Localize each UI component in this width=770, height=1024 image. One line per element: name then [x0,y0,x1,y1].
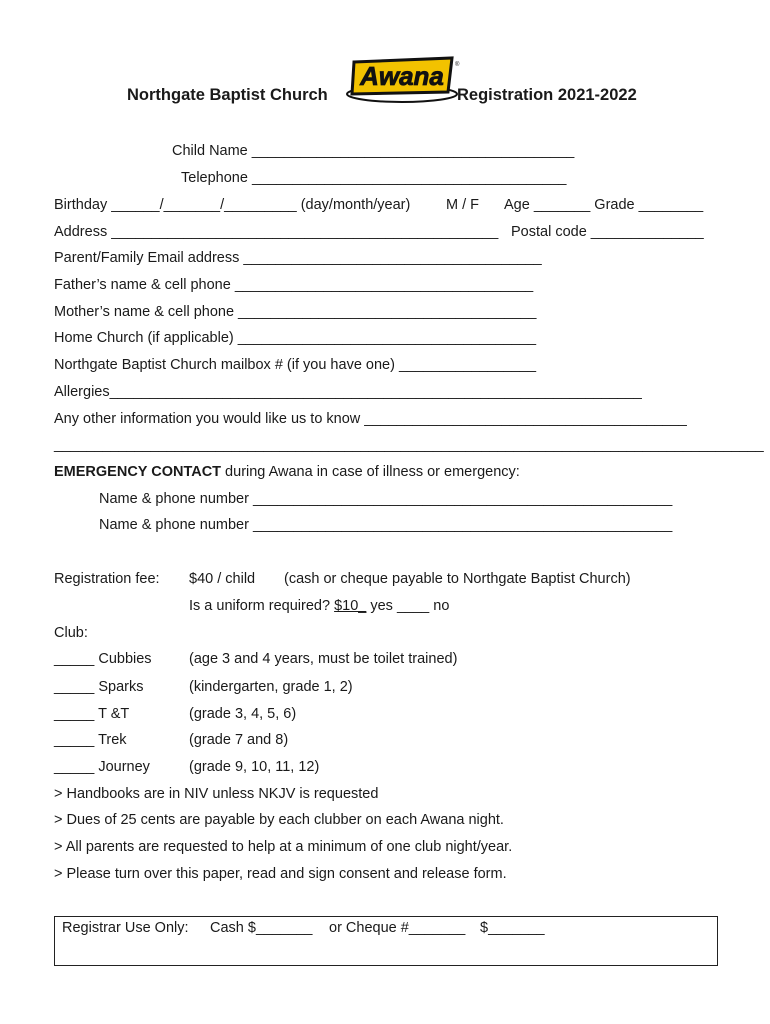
allergies-field[interactable]: Allergies__________________________________________________________________ [54,384,642,400]
uniform-question-text: Is a uniform required? [189,598,331,614]
telephone-field[interactable]: Telephone _______________________________________ [181,170,567,186]
address-field[interactable]: Address ________________________________________________ [54,224,499,240]
club-desc-trek: (grade 7 and 8) [189,732,289,748]
registrar-cheque[interactable]: or Cheque #_______ [329,920,466,936]
other-info-line2[interactable]: ________________________________________________________________________________________ [54,437,764,453]
age-grade-field[interactable]: Age _______ Grade ________ [504,197,704,213]
other-info-field[interactable]: Any other information you would like us to know ________________________________________ [54,411,687,427]
club-desc-journey: (grade 9, 10, 11, 12) [189,759,320,775]
mailbox-field[interactable]: Northgate Baptist Church mailbox # (if you have one) _________________ [54,357,537,373]
club-option-trek[interactable]: _____ Trek [54,732,127,748]
emergency-heading [54,463,520,481]
child-name-field[interactable]: Child Name ________________________________________ [172,143,575,159]
club-option-cubbies[interactable]: _____ Cubbies [54,651,152,667]
emergency-heading-rest: during Awana in case of illness or emergency: [221,464,520,480]
registrar-cash[interactable]: Cash $_______ [210,920,313,936]
svg-text:Awana: Awana [360,61,444,91]
svg-text:®: ® [455,62,460,68]
emergency-heading-bold: EMERGENCY CONTACT [54,464,222,480]
club-desc-cubbies: (age 3 and 4 years, must be toilet trained) [189,651,458,667]
registrar-label: Registrar Use Only: [62,920,189,936]
father-field[interactable]: Father’s name & cell phone _____________________________________ [54,277,534,293]
mother-field[interactable]: Mother’s name & cell phone _____________________________________ [54,304,537,320]
uniform-question [189,597,449,615]
home-church-field[interactable]: Home Church (if applicable) _____________________________________ [54,330,537,346]
fee-amount: $40 / child [189,571,256,587]
note-handbooks: > Handbooks are in NIV unless NKJV is requested [54,786,379,802]
email-field[interactable]: Parent/Family Email address _____________________________________ [54,250,542,266]
registrar-amount[interactable]: $_______ [480,920,545,936]
note-dues: > Dues of 25 cents are payable by each clubber on each Awana night. [54,812,504,828]
uniform-yes-no[interactable]: yes ____ no [366,598,450,614]
birthday-field[interactable]: Birthday ______/_______/_________ (day/month/year) [54,197,411,213]
postal-code-field[interactable]: Postal code ______________ [511,224,704,240]
emergency-contact-1[interactable]: Name & phone number ____________________________________________________ [99,491,673,507]
club-option-journey[interactable]: _____ Journey [54,759,150,775]
club-desc-tt: (grade 3, 4, 5, 6) [189,706,297,722]
club-option-sparks[interactable]: _____ Sparks [54,679,144,695]
fee-label: Registration fee: [54,571,160,587]
church-name: Northgate Baptist Church [127,86,328,104]
uniform-amount: $10_ [334,598,367,614]
fee-payable-note: (cash or cheque payable to Northgate Baptist Church) [284,571,631,587]
awana-logo [344,54,460,104]
note-parents: > All parents are requested to help at a minimum of one club night/year. [54,839,513,855]
club-label: Club: [54,625,88,641]
club-option-tt[interactable]: _____ T &T [54,706,130,722]
registration-title: Registration 2021-2022 [457,86,637,104]
emergency-contact-2[interactable]: Name & phone number ____________________________________________________ [99,517,673,533]
note-consent: > Please turn over this paper, read and sign consent and release form. [54,866,507,882]
club-desc-sparks: (kindergarten, grade 1, 2) [189,679,353,695]
sex-field[interactable]: M / F [446,197,480,213]
